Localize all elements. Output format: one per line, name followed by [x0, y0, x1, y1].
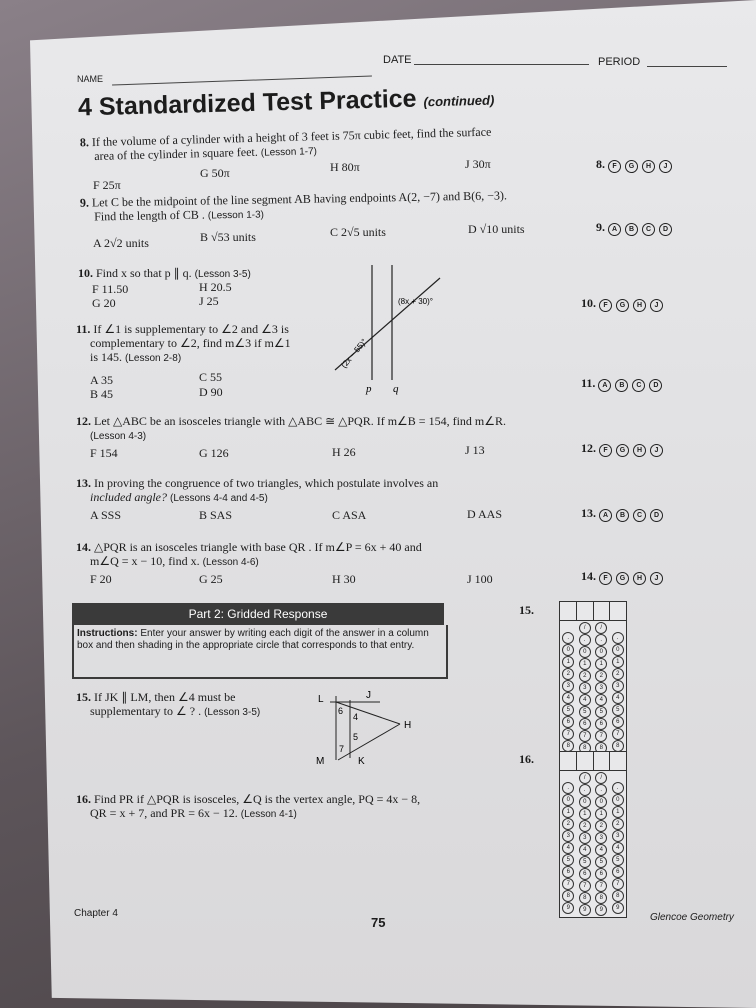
- question-number: 13.: [76, 476, 91, 490]
- answer-bubbles-13[interactable]: [581, 506, 667, 522]
- bubble-j[interactable]: J: [650, 572, 663, 585]
- footer-publisher: Glencoe Geometry: [650, 912, 734, 923]
- question-number: 15.: [76, 690, 91, 704]
- lesson-ref: (Lesson 3-5): [194, 269, 251, 280]
- answer-bubbles-8[interactable]: [596, 157, 676, 173]
- choice-f: F 20: [90, 572, 112, 586]
- question-text: m∠Q = x − 10, find x.: [90, 554, 200, 568]
- question-number: 16.: [76, 792, 91, 806]
- bubble-g[interactable]: G: [616, 299, 629, 312]
- choice-h: H 20.5: [199, 280, 232, 294]
- choice-j: J 25: [199, 294, 219, 308]
- choice-g: G 25: [199, 572, 223, 586]
- choice-f: F 11.50: [92, 282, 129, 296]
- lesson-ref: (Lesson 4-6): [202, 557, 259, 568]
- answer-bubbles-12[interactable]: [581, 441, 667, 457]
- angle-6: 6: [338, 706, 344, 716]
- choice-c: C ASA: [332, 508, 367, 522]
- question-text: If the volume of a cylinder with a height of 3 feet is 75π cubic feet, find the surface: [91, 124, 492, 150]
- question-number: 10.: [78, 266, 93, 280]
- bubble-columns[interactable]: . 0 1 2 3 4 5 6 7 8 / . 0 1 2 3 4 5 6 7 8 / . 0 1 2 3 4 5 6 7 8 . 0 1 2 3 4 5 6 7 8: [560, 621, 626, 767]
- period-line: [647, 66, 727, 67]
- question-text: complementary to ∠2, find m∠3 if m∠1: [90, 336, 291, 350]
- answer-number: 14.: [581, 569, 596, 583]
- answer-bubbles-10[interactable]: [581, 296, 667, 312]
- bubble-c[interactable]: C: [632, 379, 645, 392]
- question-text: area of the cylinder in square feet.: [94, 144, 258, 164]
- label-l: L: [318, 694, 324, 705]
- question-text: Find x so that p ∥ q.: [96, 266, 192, 280]
- date-label: DATE: [383, 54, 412, 66]
- choice-h: H 26: [332, 445, 356, 459]
- question-text: If ∠1 is supplementary to ∠2 and ∠3 is: [93, 322, 289, 336]
- angle-4: 4: [353, 712, 359, 722]
- title-main: 4 Standardized Test Practice: [77, 84, 417, 122]
- bubble-g[interactable]: G: [616, 444, 629, 457]
- question-text: △PQR is an isosceles triangle with base QR . If m∠P = 6x + 40 and: [94, 540, 422, 554]
- grid-number-15: 15.: [519, 603, 534, 617]
- label-q: q: [393, 383, 399, 395]
- bubble-j[interactable]: J: [650, 299, 663, 312]
- angle-5: 5: [353, 732, 359, 742]
- bubble-f[interactable]: F: [608, 160, 621, 173]
- bubble-g[interactable]: G: [625, 160, 638, 173]
- label-k: K: [358, 756, 365, 767]
- bubble-h[interactable]: H: [633, 299, 646, 312]
- answer-number: 11.: [581, 376, 596, 390]
- bubble-f[interactable]: F: [599, 299, 612, 312]
- bubble-h[interactable]: H: [633, 572, 646, 585]
- question-text: is 145.: [90, 350, 123, 364]
- choice-d: D √10 units: [468, 222, 525, 236]
- choice-j: J 100: [467, 572, 493, 586]
- grid-number-16: 16.: [519, 752, 534, 766]
- choice-b: B 45: [90, 387, 114, 401]
- question-13: [76, 476, 438, 506]
- angle-7: 7: [339, 744, 345, 754]
- question-14: [76, 540, 422, 570]
- lesson-ref: (Lesson 1-3): [207, 209, 265, 222]
- answer-number: 9.: [596, 220, 605, 234]
- choice-b: B √53 units: [200, 230, 256, 244]
- part2-title: Part 2: Gridded Response: [72, 603, 444, 625]
- choice-j: J 30π: [465, 157, 491, 171]
- figure-15-lines: [310, 690, 420, 770]
- bubble-d[interactable]: D: [650, 509, 663, 522]
- answer-bubbles-11[interactable]: [581, 376, 666, 392]
- instructions-label: Instructions:: [77, 628, 138, 639]
- question-number: 11.: [76, 322, 91, 336]
- lesson-ref: (Lessons 4-4 and 4-5): [169, 493, 268, 504]
- lesson-ref: (Lesson 4-3): [90, 431, 147, 442]
- bubble-a[interactable]: A: [608, 223, 621, 236]
- question-text: supplementary to ∠ ? .: [90, 704, 202, 718]
- name-label: NAME: [77, 74, 104, 84]
- question-text: Let △ABC be an isosceles triangle with △ABC ≅ △PQR. If m∠B = 154, find m∠R.: [94, 414, 506, 428]
- label-j: J: [366, 690, 371, 701]
- question-text: Find PR if △PQR is isosceles, ∠Q is the vertex angle, PQ = 4x − 8,: [94, 792, 421, 806]
- question-text: Find the length of CB .: [94, 207, 205, 224]
- lesson-ref: (Lesson 2-8): [125, 353, 182, 364]
- choice-d: D 90: [199, 385, 223, 399]
- answer-number: 8.: [596, 157, 605, 171]
- page-number: 75: [371, 915, 386, 930]
- question-text: In proving the congruence of two triangles, which postulate involves an: [94, 476, 439, 490]
- question-text: QR = x + 7, and PR = 6x − 12.: [90, 806, 238, 820]
- bubble-f[interactable]: F: [599, 572, 612, 585]
- bubble-b[interactable]: B: [616, 509, 629, 522]
- lesson-ref: (Lesson 3-5): [204, 707, 261, 718]
- footer-chapter: Chapter 4: [74, 908, 118, 919]
- bubble-f[interactable]: F: [599, 444, 612, 457]
- choice-d: D AAS: [467, 507, 503, 521]
- question-15: [76, 690, 260, 720]
- choice-b: B SAS: [199, 508, 233, 522]
- gridded-response-16[interactable]: [559, 751, 627, 918]
- bubble-j[interactable]: J: [650, 444, 663, 457]
- choice-f: F 154: [90, 446, 118, 460]
- part2-instructions: [72, 625, 448, 679]
- question-number: 8.: [79, 135, 90, 150]
- bubble-c[interactable]: C: [642, 223, 655, 236]
- question-text: included angle?: [90, 490, 167, 504]
- segment-mh: [338, 724, 400, 760]
- answer-boxes[interactable]: [560, 602, 626, 621]
- answer-bubbles-9[interactable]: [596, 220, 676, 236]
- choice-g: G 50π: [200, 166, 230, 180]
- date-line: [414, 64, 589, 65]
- answer-number: 13.: [581, 506, 596, 520]
- bubble-b[interactable]: B: [615, 379, 628, 392]
- bubble-d[interactable]: D: [659, 223, 672, 236]
- segment-lh: [336, 702, 400, 724]
- choice-h: H 30: [332, 572, 356, 586]
- parallel-lines-figure: [330, 260, 450, 400]
- answer-boxes[interactable]: [560, 752, 626, 771]
- label-m: M: [316, 756, 325, 767]
- choice-f: F 25π: [93, 178, 121, 192]
- lesson-ref: (Lesson 4-1): [240, 809, 297, 820]
- bubble-b[interactable]: B: [625, 223, 638, 236]
- question-number: 12.: [76, 414, 91, 428]
- instructions-text: Enter your answer by writing each digit of the answer in a column box and then shading in the appropriate circle that corresponds to that entry.: [77, 628, 429, 651]
- answer-number: 10.: [581, 296, 596, 310]
- choice-c: C 2√5 units: [330, 225, 386, 239]
- choice-a: A 2√2 units: [93, 236, 149, 250]
- bubble-d[interactable]: D: [649, 379, 662, 392]
- answer-bubbles-14[interactable]: [581, 569, 667, 585]
- choice-a: A SSS: [90, 508, 122, 522]
- question-text: Let C be the midpoint of the line segment AB having endpoints A(2, −7) and B(6, −3).: [91, 188, 508, 210]
- question-text: If JK ∥ LM, then ∠4 must be: [94, 690, 236, 704]
- question-number: 14.: [76, 540, 91, 554]
- choice-c: C 55: [199, 370, 223, 384]
- label-h: H: [404, 720, 412, 731]
- gridded-response-15[interactable]: [559, 601, 627, 768]
- bubble-j[interactable]: J: [659, 160, 672, 173]
- angle-label-2: (2x − 55)°: [339, 337, 369, 370]
- label-p: p: [366, 383, 372, 395]
- period-label: PERIOD: [598, 56, 641, 68]
- answer-number: 12.: [581, 441, 596, 455]
- bubble-h[interactable]: H: [642, 160, 655, 173]
- bubble-c[interactable]: C: [633, 509, 646, 522]
- question-16: [76, 792, 420, 822]
- bubble-columns[interactable]: . 0 1 2 3 4 5 6 7 8 9 / . 0 1 2 3 4 5 6 7 8 9 / . 0 1 2 3 4 5 6 7 8 9 . 0 1 2 3 4 5 6 7 8 9: [560, 771, 626, 917]
- choice-a: A 35: [90, 373, 114, 387]
- lesson-ref: (Lesson 1-7): [260, 146, 318, 159]
- choice-g: G 20: [92, 296, 116, 310]
- bubble-a[interactable]: A: [599, 509, 612, 522]
- question-number: 9.: [79, 195, 90, 210]
- bubble-h[interactable]: H: [633, 444, 646, 457]
- bubble-g[interactable]: G: [616, 572, 629, 585]
- choice-j: J 13: [465, 443, 485, 457]
- question-12: [76, 414, 506, 444]
- title-continued: (continued): [423, 92, 495, 110]
- choice-h: H 80π: [330, 160, 360, 174]
- angle-label-1: (8x + 30)°: [398, 297, 433, 306]
- bubble-a[interactable]: A: [598, 379, 611, 392]
- choice-g: G 126: [199, 446, 229, 460]
- question-11: [76, 322, 291, 366]
